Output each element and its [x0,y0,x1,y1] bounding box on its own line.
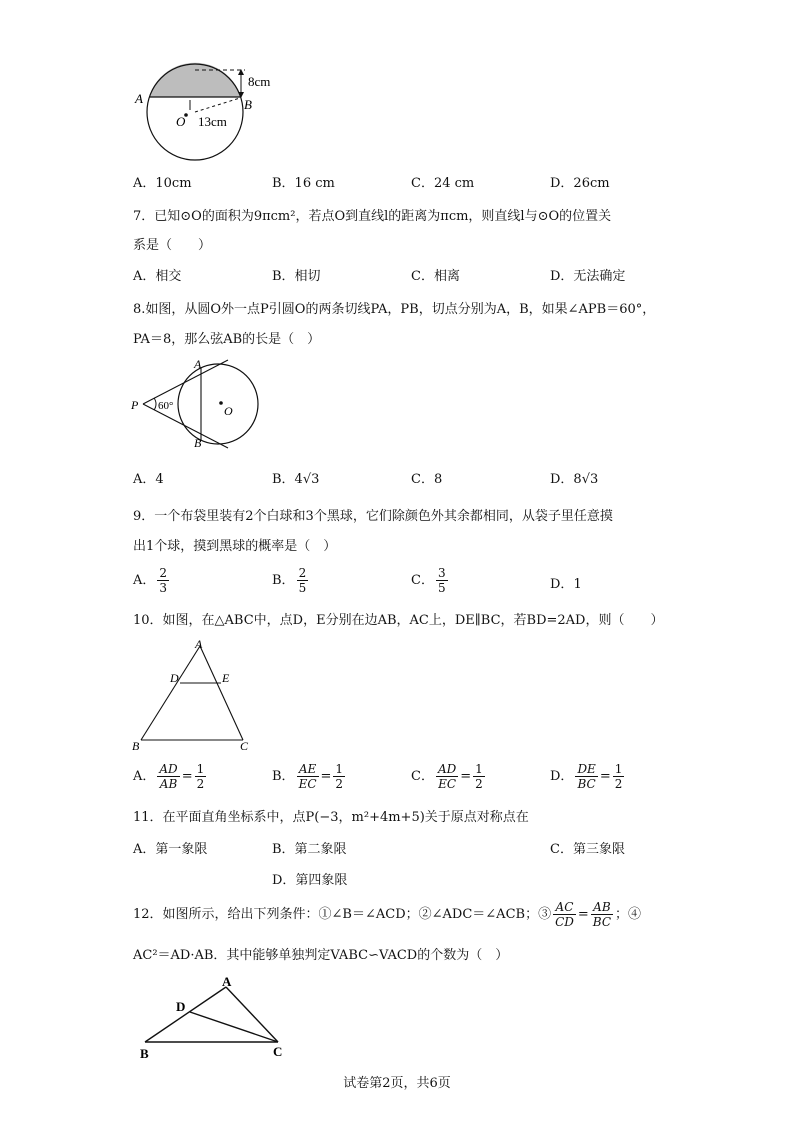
q8-option-a: A．4 [133,472,164,487]
q12-triangle-figure [130,972,295,1064]
option-prefix: B． [272,573,295,588]
frac-num: AC [553,900,576,915]
q10-option-a: A． $\frac{AD}{AB}$ = $\frac{1}{2}$ [133,762,205,791]
q12-stem-line1: 12．如图所示，给出下列条件：①∠B＝∠ACD；②∠ADC＝∠ACB；③ $\frac{AC}{CD}$ = $\frac{AB}{BC}$ ；④ [133,900,642,929]
page-footer: 试卷第2页，共6页 [343,1076,451,1091]
option-text: 1 [573,577,582,592]
frac-num: AE [297,762,319,777]
frac-num: AD [437,762,457,776]
frac-den: AB [159,777,178,791]
frac-den: 5 [298,581,307,595]
q11-stem-line1: 11．在平面直角坐标系中，点P(−3，m²+4m+5)关于原点对称点在 [133,810,529,825]
frac-den: EC [298,777,317,791]
frac-num: 1 [475,762,483,776]
frac-den: 2 [475,777,483,791]
q8-stem-line1: 8.如图，从圆O外一点P引圆O的两条切线PA，PB，切点分别为A，B，如果∠APB＝60°， [133,302,656,317]
frac-num: AD [159,762,178,776]
frac-num: 1 [196,762,205,776]
q12-label-D: D [176,999,186,1014]
frac-den: BC [577,777,596,791]
q7-stem-line2: 系是（ ） [133,238,212,253]
option-prefix: A． [133,573,156,588]
q9-stem-line1: 9．一个布袋里装有2个白球和3个黑球，它们除颜色外其余都相同，从袋子里任意摸 [133,509,613,524]
frac-den: BC [592,915,612,929]
q6-option-a: A．10cm [133,176,192,191]
q12-label-B: B [140,1046,149,1061]
frac-den: CD [555,915,574,929]
option-prefix: D． [550,577,574,592]
q10-option-d: D． $\frac{DE}{BC}$ = $\frac{1}{2}$ [550,762,623,791]
q11-option-d: D．第四象限 [272,873,348,888]
q7-option-a: A．相交 [133,269,182,284]
q7-option-c: C．相离 [411,269,460,284]
q8-label-B: B [194,436,202,450]
q10-label-E: E [222,671,230,685]
q9-option-d [550,573,582,592]
q8-option-c: C．8 [411,472,443,487]
option-prefix: A． [133,769,156,784]
q7-option-b: B．相切 [272,269,321,284]
q6-option-b: B．16 cm [272,176,335,191]
q12-stem-line2: AC²＝AD·AB．其中能够单独判定VABC∽VACD的个数为（ ） [133,948,509,963]
frac-num: 2 [298,566,307,580]
frac-num: 2 [159,566,168,580]
q9-option-b [272,566,310,595]
frac-num: 1 [614,762,623,776]
frac-den: 3 [159,581,168,595]
q9-option-c [411,566,450,595]
q6-label-13cm: 13cm [198,114,227,129]
q10-option-b: B． $\frac{AE}{EC}$ = $\frac{1}{2}$ [272,762,344,791]
q6-option-d: D．26cm [550,176,610,191]
frac-den: 2 [335,777,344,791]
q10-option-c: C． $\frac{AD}{EC}$ = $\frac{1}{2}$ [411,762,483,791]
q7-option-d: D．无法确定 [550,269,626,284]
q8-tangent-figure [128,352,268,456]
frac-den: 2 [614,777,623,791]
option-prefix: C． [411,573,434,588]
q8-label-O: O [224,404,233,418]
q9-option-a [133,566,171,595]
q10-label-D: D [170,671,179,685]
frac-num: 3 [437,566,446,580]
q12-stem-text: 12．如图所示，给出下列条件：①∠B＝∠ACD；②∠ADC＝∠ACB；③ [133,907,552,922]
q10-label-A: A [195,637,203,651]
q11-option-c: C．第三象限 [550,842,625,857]
q6-circle-figure [130,62,290,172]
frac-num: DE [577,762,596,776]
option-prefix: D． [550,769,574,784]
q12-label-C: C [273,1044,283,1059]
option-prefix: C． [411,769,434,784]
q11-option-b: B．第二象限 [272,842,347,857]
q8-label-A: A [194,357,202,371]
q12-stem-text-end: ；④ [615,907,642,922]
q8-stem-line2: PA＝8，那么弦AB的长是（ ） [133,332,321,347]
q10-label-B: B [132,739,140,753]
q8-option-d: D．8√3 [550,472,599,487]
q6-label-B: B [244,97,252,112]
q6-label-O: O [176,114,186,129]
q8-option-b: B．4√3 [272,472,320,487]
frac-num: 1 [335,762,344,776]
frac-num: AB [591,900,613,915]
q9-stem-line2: 出1个球，摸到黑球的概率是（ ） [133,539,337,554]
q8-label-angle: 60° [158,400,174,412]
q10-label-C: C [240,739,249,753]
option-prefix: B． [272,769,295,784]
q10-triangle-figure [128,636,268,754]
q6-label-A: A [135,91,143,106]
q7-stem-line1: 7．已知⊙O的面积为9πcm²，若点O到直线l的距离为πcm，则直线l与⊙O的位置关 [133,209,612,224]
q6-label-8cm: 8cm [248,74,271,89]
frac-den: EC [438,777,457,791]
q11-option-a: A．第一象限 [133,842,208,857]
q6-option-c: C．24 cm [411,176,475,191]
frac-den: 2 [196,777,205,791]
q8-label-P: P [131,398,139,412]
q10-stem-line1: 10．如图，在△ABC中，点D，E分别在边AB，AC上，DE∥BC，若BD=2AD，则（ ） [133,613,664,628]
frac-den: 5 [437,581,446,595]
q12-label-A: A [222,974,232,989]
